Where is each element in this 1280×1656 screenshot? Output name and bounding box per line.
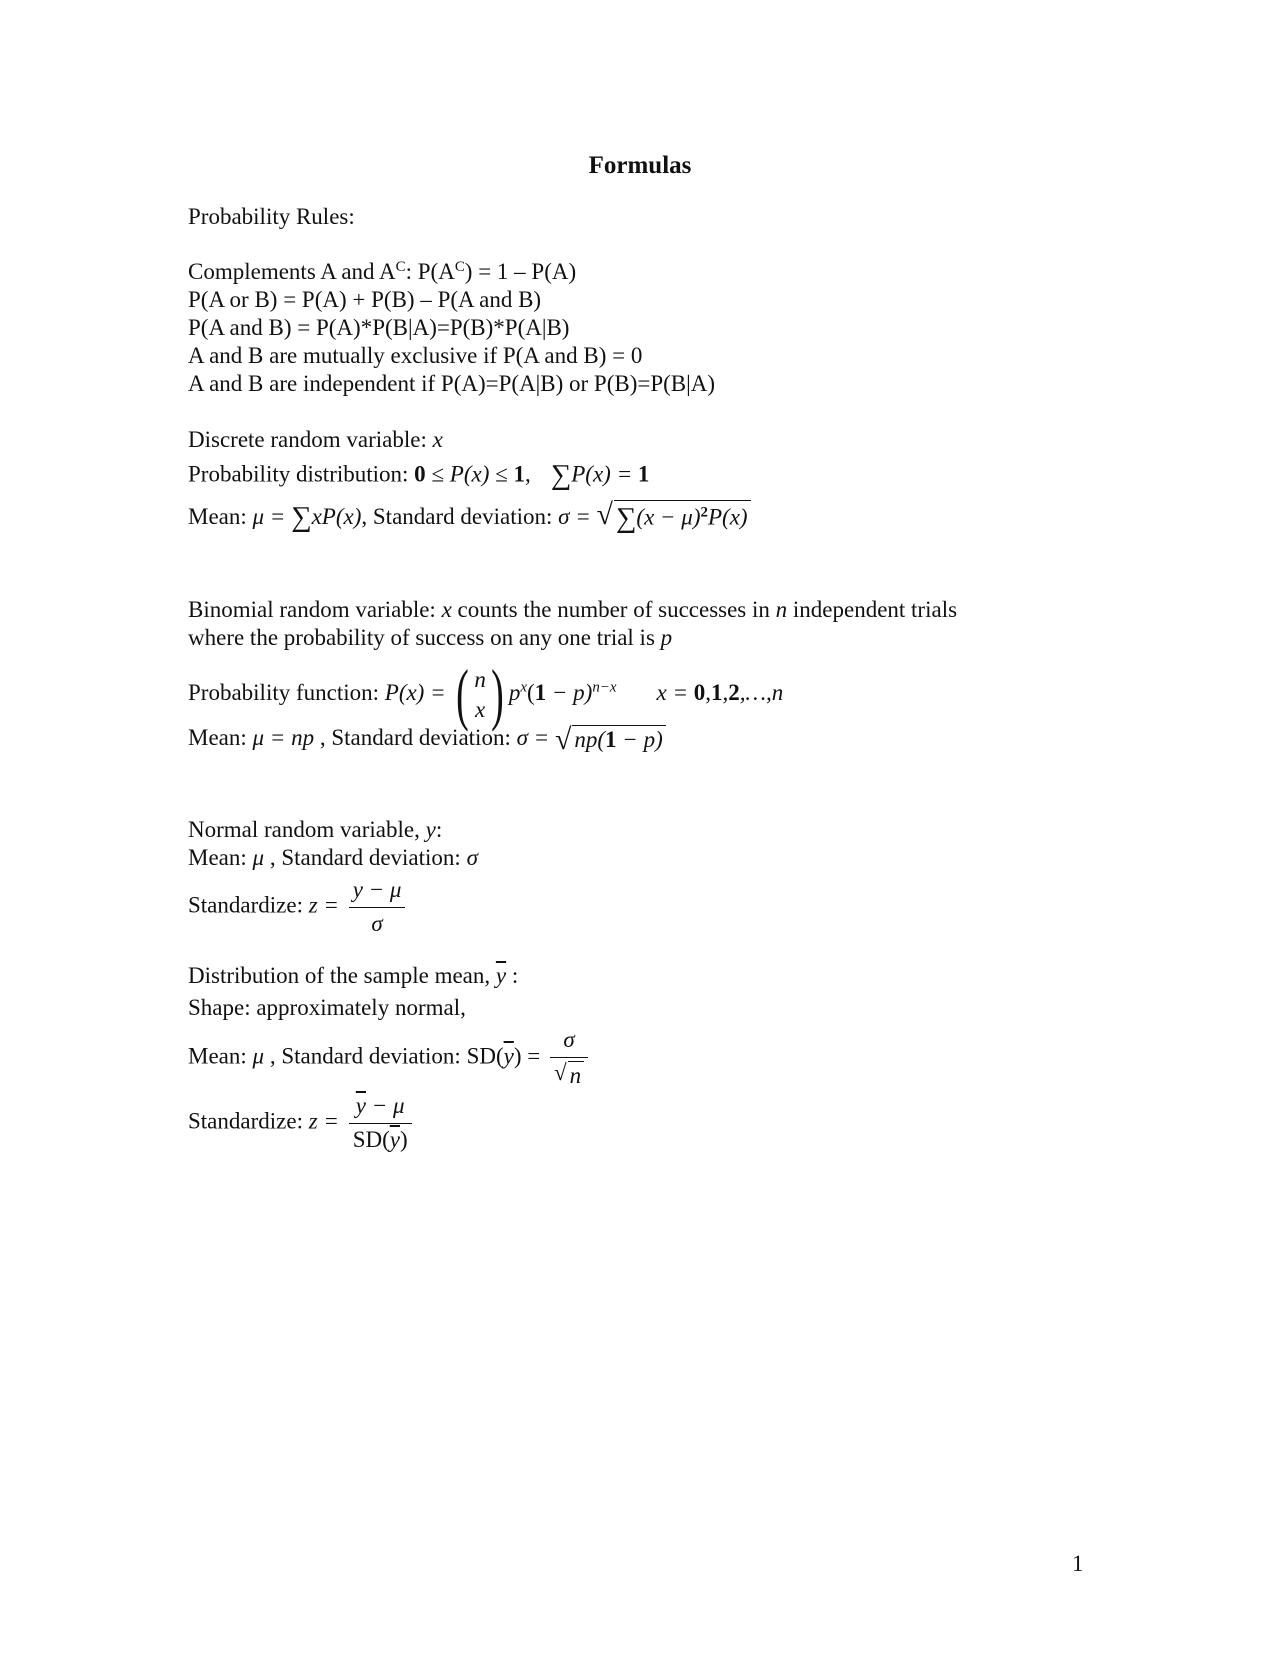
left-paren-icon: ( — [456, 656, 470, 732]
sd-frac-num: σ — [550, 1026, 588, 1058]
normal-mean-label: Mean: — [188, 845, 253, 870]
square-root-icon — [554, 722, 666, 756]
binomial-sd-inner-2: − p) — [616, 726, 663, 752]
binomial-heading-line-2 — [188, 624, 672, 653]
y-bar: $\overline{y}$ — [389, 1126, 400, 1152]
sample-mean-shape: Shape: approximately normal, — [188, 995, 466, 1020]
binomial-sd-label: , Standard deviation: — [314, 725, 517, 750]
binomial-heading-p: p — [660, 625, 673, 650]
and-rule: P(A and B) = P(A)*P(B|A)=P(B)*P(A|B) — [188, 315, 570, 340]
sd-power: 2 — [700, 504, 708, 521]
sd-tail: P(x) — [707, 504, 748, 530]
dist-comma: , — [525, 461, 531, 487]
complements-rule — [188, 258, 576, 287]
domain-rest: ,…,n — [739, 679, 784, 705]
y-bar: $\overline{y}$ — [503, 1043, 514, 1069]
domain-x: x = — [656, 679, 694, 705]
discrete-mean-label: Mean: — [188, 503, 253, 529]
normal-mean-sd — [188, 844, 478, 873]
complements-rest-2: ) = 1 – P(A) — [464, 259, 577, 284]
distribution-label: Probability distribution: — [188, 461, 415, 487]
std-den-open: SD( — [352, 1126, 390, 1152]
domain-1: 1 — [711, 679, 723, 705]
discrete-var: x — [432, 427, 443, 452]
normal-mu: μ — [252, 845, 265, 870]
normal-standardize — [188, 876, 409, 939]
domain-comma-1: , — [705, 679, 712, 705]
or-rule: P(A or B) = P(A) + P(B) – P(A and B) — [188, 287, 542, 312]
binom-top: n — [474, 666, 486, 692]
normal-std-label: Standardize: — [188, 892, 309, 918]
pf-p: p — [508, 679, 521, 705]
std-den-close: ) — [399, 1126, 408, 1152]
domain-comma-2: , — [722, 679, 729, 705]
binomial-mean-label: Mean: — [188, 725, 253, 750]
sample-mean-standardize — [188, 1092, 416, 1155]
discrete-heading-text: Discrete random variable: — [188, 427, 433, 452]
dist-sum-expr: P(x) = — [571, 461, 638, 487]
sample-mean-heading-1: Distribution of the sample mean, — [188, 963, 496, 988]
normal-sd-label: , Standard deviation: — [264, 845, 467, 870]
sample-mean-heading — [188, 962, 518, 991]
sample-mean-z-fraction — [349, 1092, 412, 1155]
binomial-heading-3: independent trials — [787, 597, 958, 622]
pf-label: Probability function: — [188, 679, 385, 705]
normal-frac-den: σ — [371, 910, 383, 936]
binomial-sd-lhs: σ = — [516, 725, 555, 750]
normal-heading-2: : — [435, 817, 443, 842]
binomial-mean-sd — [188, 724, 666, 755]
normal-z-lhs: z = — [308, 892, 345, 918]
complement-superscript-2: C — [454, 258, 465, 275]
probability-distribution — [188, 458, 649, 494]
independence-rule: A and B are independent if P(A)=P(A|B) or P(B)=P(B|A) — [188, 371, 716, 396]
pf-open-paren: ( — [526, 679, 535, 705]
radicand — [614, 500, 751, 537]
sample-mean-std-label: Standardize: — [188, 1108, 309, 1134]
dist-inequality: ≤ P(x) ≤ — [425, 461, 514, 487]
y-bar: $\overline{y}$ — [495, 963, 507, 988]
sd-expr-close: ) = — [513, 1043, 546, 1069]
binomial-heading-1: Binomial random variable: — [188, 597, 442, 622]
pf-lhs: P(x) = — [384, 679, 452, 705]
domain-2: 2 — [728, 679, 740, 705]
pf-x-exponent: x — [520, 679, 527, 696]
normal-frac-num: y − μ — [349, 876, 406, 908]
pf-n-minus-x-exponent: n−x — [592, 679, 617, 696]
radical-sign: √ — [554, 722, 572, 756]
probability-rules-heading: Probability Rules: — [188, 204, 355, 229]
complement-superscript: C — [395, 258, 406, 275]
complements-rest-1: : P(A — [405, 259, 455, 284]
page-title: Formulas — [588, 152, 692, 179]
discrete-mean-lhs: μ = — [252, 503, 292, 529]
sample-mean-mean-label: Mean: — [188, 1043, 253, 1069]
binomial-heading-x: x — [441, 597, 452, 622]
binomial-sd-inner-1: np( — [574, 726, 606, 752]
binomial-heading-n: n — [775, 597, 788, 622]
binomial-probability-function — [188, 656, 784, 732]
square-root-icon — [554, 1061, 584, 1091]
normal-sigma: σ — [466, 845, 478, 870]
dist-one: 1 — [513, 461, 525, 487]
radicand — [572, 725, 665, 755]
std-frac-den — [349, 1124, 412, 1155]
dist-sum-one: 1 — [637, 461, 650, 487]
sample-mean-mu: μ — [252, 1043, 265, 1069]
dist-zero: 0 — [414, 461, 426, 487]
binomial-heading-4: where the probability of success on any one trial is — [188, 625, 661, 650]
sample-mean-sd-fraction — [550, 1026, 588, 1090]
page-number: 1 — [1072, 1551, 1084, 1576]
right-paren-icon: ) — [491, 656, 504, 732]
binomial-coefficient — [451, 656, 508, 732]
square-root-icon — [597, 500, 751, 537]
complements-text: Complements A and A — [188, 259, 396, 284]
sample-mean-mean-sd — [188, 1026, 592, 1090]
pf-rest: − p) — [546, 679, 593, 705]
binomial-heading-2: counts the number of successes in — [451, 597, 776, 622]
std-num-rest: − μ — [366, 1093, 405, 1118]
sd-inner: (x − μ) — [636, 504, 701, 530]
std-frac-num — [349, 1092, 412, 1124]
summation-icon: ∑ — [550, 459, 572, 491]
sd-frac-n: n — [568, 1061, 585, 1091]
domain-0: 0 — [693, 679, 706, 705]
binom-bottom: x — [475, 696, 486, 722]
mutually-exclusive-rule: A and B are mutually exclusive if P(A and B) = 0 — [188, 343, 643, 368]
y-bar: $\overline{y}$ — [355, 1093, 366, 1118]
discrete-sd-label: , Standard deviation: — [361, 503, 559, 529]
radical-sign: √ — [553, 1059, 567, 1085]
summation-icon: ∑ — [291, 501, 312, 534]
sd-expr-open: SD( — [466, 1043, 504, 1069]
binomial-heading — [188, 596, 957, 625]
sample-mean-heading-2: : — [506, 963, 519, 988]
binomial-mean-expr: μ = np — [252, 725, 315, 750]
summation-icon: ∑ — [615, 502, 637, 534]
normal-heading-1: Normal random variable, — [188, 817, 426, 842]
pf-one: 1 — [534, 679, 547, 705]
radical-sign: √ — [596, 498, 613, 531]
sample-mean-sd-label: , Standard deviation: — [264, 1043, 467, 1069]
normal-heading — [188, 816, 442, 845]
discrete-heading — [188, 426, 443, 455]
discrete-sd-lhs: σ = — [558, 503, 597, 529]
binom-stack — [474, 665, 486, 725]
normal-z-fraction — [349, 876, 406, 939]
sd-frac-den — [550, 1058, 588, 1091]
discrete-mean-rhs: xP(x) — [311, 503, 362, 529]
sample-mean-z-lhs: z = — [308, 1108, 345, 1134]
discrete-mean-sd — [188, 500, 751, 537]
normal-heading-y: y — [425, 817, 436, 842]
binomial-sd-one: 1 — [605, 726, 617, 752]
